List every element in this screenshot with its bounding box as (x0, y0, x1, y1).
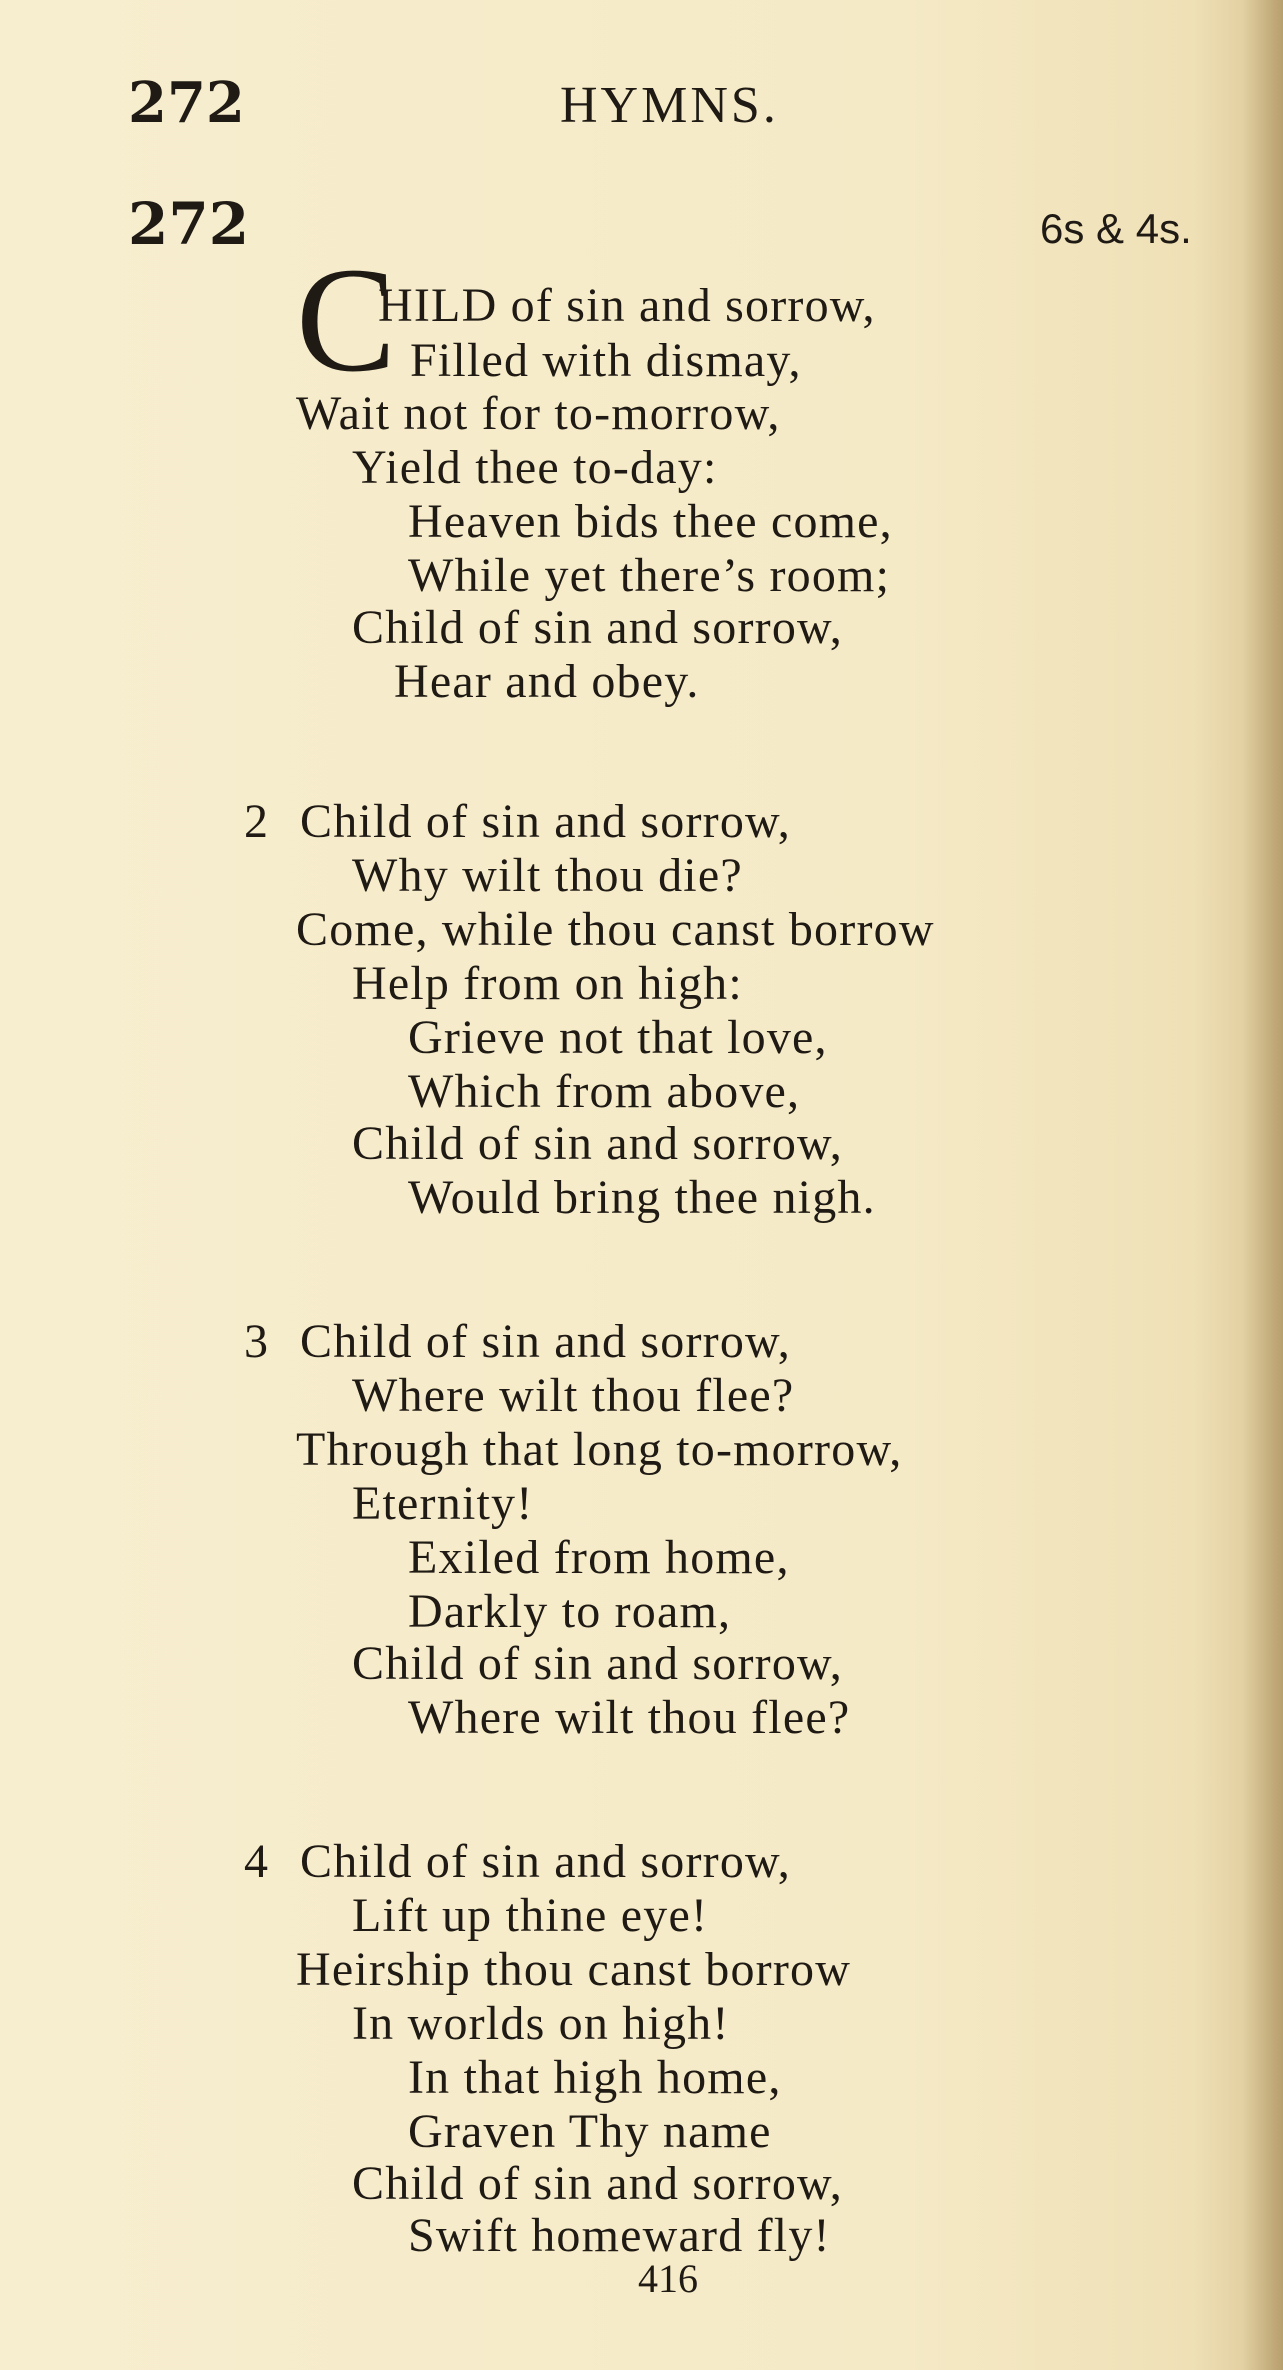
stanza-4-line-7: Child of sin and sorrow, (352, 2157, 843, 2210)
folio-number: 416 (638, 2256, 698, 2301)
stanza-2-line-1: Child of sin and sorrow, (300, 795, 791, 848)
stanza-3-line-6: Darkly to roam, (408, 1585, 732, 1638)
stanza-2-line-5: Grieve not that love, (408, 1011, 828, 1064)
stanza-4-line-1: Child of sin and sorrow, (300, 1835, 791, 1888)
stanza-1-line-4: Yield thee to-day: (352, 441, 718, 494)
stanza-3-line-4: Eternity! (352, 1477, 534, 1530)
stanza-1-line-1: HILD of sin and sorrow, (378, 279, 876, 332)
hymn-number: 272 (128, 190, 250, 258)
stanza-3-line-2: Where wilt thou flee? (352, 1369, 795, 1422)
stanza-3-line-5: Exiled from home, (408, 1531, 790, 1584)
running-head-title: HYMNS. (560, 77, 779, 134)
drop-cap: C (296, 237, 397, 403)
stanza-4-line-2: Lift up thine eye! (352, 1889, 709, 1942)
stanza-2-line-4: Help from on high: (352, 957, 743, 1010)
stanza-3-line-3: Through that long to-morrow, (296, 1423, 903, 1476)
stanza-1-line-8: Hear and obey. (394, 655, 700, 708)
stanza-1-line-5: Heaven bids thee come, (408, 495, 893, 548)
stanza-3-line-8: Where wilt thou flee? (408, 1691, 851, 1744)
stanza-3-line-1: Child of sin and sorrow, (300, 1315, 791, 1368)
stanza-3-line-7: Child of sin and sorrow, (352, 1637, 843, 1690)
stanza-4-number: 4 (244, 1835, 268, 1888)
stanza-4-line-8: Swift homeward fly! (408, 2209, 831, 2262)
page-edge-shadow (1243, 0, 1283, 2370)
stanza-4-line-3: Heirship thou canst borrow (296, 1943, 852, 1996)
stanza-3-number: 3 (244, 1315, 268, 1368)
stanza-2-line-3: Come, while thou canst borrow (296, 903, 935, 956)
stanza-4-line-4: In worlds on high! (352, 1997, 730, 2050)
stanza-4-line-5: In that high home, (408, 2051, 782, 2104)
stanza-2-number: 2 (244, 795, 268, 848)
stanza-2-line-6: Which from above, (408, 1065, 801, 1118)
hymn-meter: 6s & 4s. (1040, 205, 1192, 252)
running-head-page-number: 272 (128, 70, 245, 136)
stanza-1-line-6: While yet there’s room; (408, 549, 891, 602)
stanza-2-line-8: Would bring thee nigh. (408, 1171, 876, 1224)
stanza-2-line-7: Child of sin and sorrow, (352, 1117, 843, 1170)
stanza-1-line-7: Child of sin and sorrow, (352, 601, 843, 654)
stanza-4-line-6: Graven Thy name (408, 2105, 772, 2158)
stanza-1-line-3: Wait not for to-morrow, (296, 387, 781, 440)
stanza-2-line-2: Why wilt thou die? (352, 849, 743, 902)
stanza-1-line-2: Filled with dismay, (410, 334, 802, 387)
